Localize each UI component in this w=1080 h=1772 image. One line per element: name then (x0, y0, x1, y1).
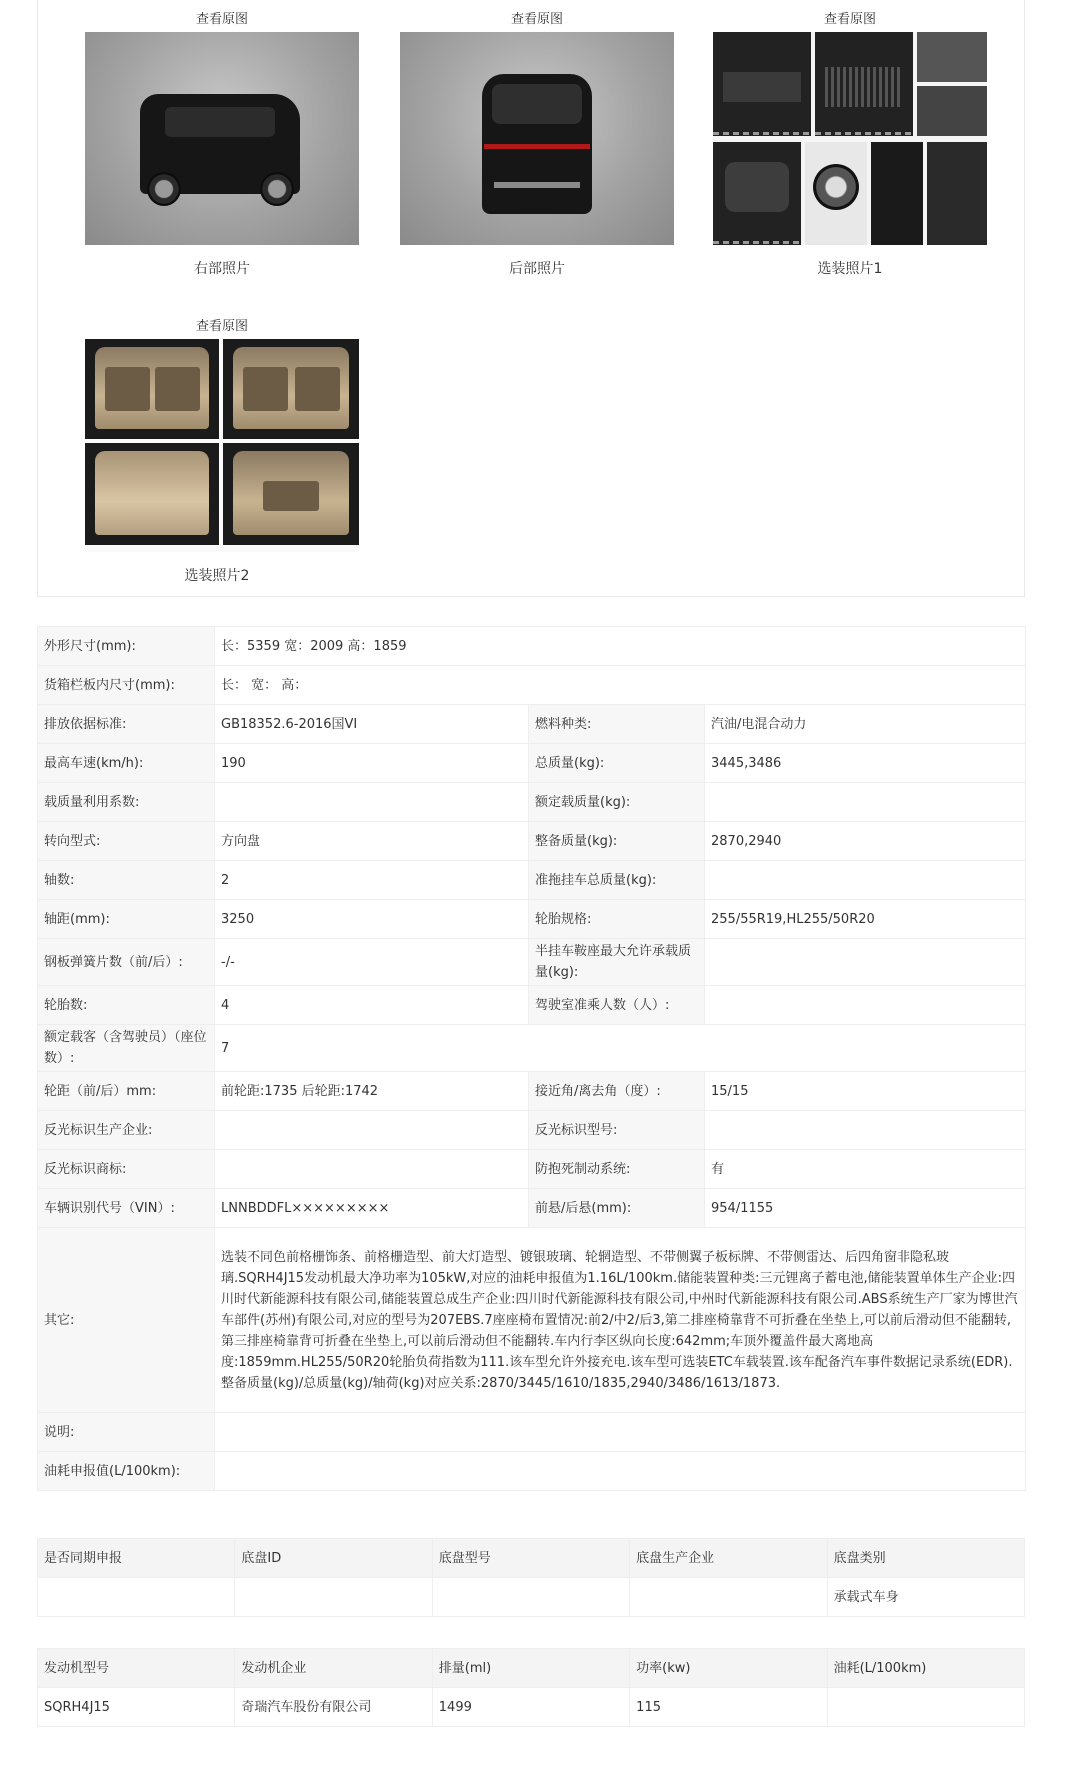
spec-label: 轮胎规格: (529, 900, 705, 939)
spec-label: 排放依据标准: (38, 705, 215, 744)
photo-caption: 选装照片1 (817, 261, 883, 277)
spec-row (38, 1228, 1026, 1413)
optional-photo-2[interactable] (85, 339, 359, 552)
engine-cell: 1499 (432, 1688, 629, 1727)
spec-value: 2 (215, 861, 529, 900)
spec-value: 255/55R19,HL255/50R20 (705, 900, 1026, 939)
spec-row (38, 1189, 1026, 1228)
spec-label: 总质量(kg): (529, 744, 705, 783)
spec-label: 额定载客（含驾驶员）（座位数）: (38, 1025, 215, 1072)
photo-caption: 后部照片 (509, 261, 565, 277)
view-original-link[interactable]: 查看原图 (195, 319, 248, 334)
engine-table (37, 1648, 1025, 1727)
chassis-header: 底盘生产企业 (630, 1539, 827, 1578)
chassis-header: 底盘型号 (432, 1539, 629, 1578)
spec-label: 油耗申报值(L/100km): (38, 1452, 215, 1491)
spec-label: 最高车速(km/h): (38, 744, 215, 783)
chassis-cell (38, 1578, 235, 1617)
spec-label: 驾驶室准乘人数（人）: (529, 986, 705, 1025)
spec-value: 954/1155 (705, 1189, 1026, 1228)
photo-caption: 右部照片 (194, 261, 250, 277)
chassis-header: 底盘ID (235, 1539, 432, 1578)
spec-value: 190 (215, 744, 529, 783)
spec-label: 外形尺寸(mm): (38, 627, 215, 666)
spec-value: LNNBDDFL××××××××× (215, 1189, 529, 1228)
spec-value: 4 (215, 986, 529, 1025)
engine-header: 油耗(L/100km) (827, 1649, 1024, 1688)
spec-label: 防抱死制动系统: (529, 1150, 705, 1189)
spec-value: 3445,3486 (705, 744, 1026, 783)
spec-row (38, 1150, 1026, 1189)
spec-row (38, 822, 1026, 861)
spec-label: 轴距(mm): (38, 900, 215, 939)
spec-label: 货箱栏板内尺寸(mm): (38, 666, 215, 705)
spec-label: 整备质量(kg): (529, 822, 705, 861)
spec-label: 燃料种类: (529, 705, 705, 744)
spec-label: 半挂车鞍座最大允许承载质量(kg): (529, 939, 705, 986)
spec-label: 反光标识型号: (529, 1111, 705, 1150)
view-original-link[interactable]: 查看原图 (510, 12, 563, 27)
spec-row (38, 666, 1026, 705)
spec-row (38, 744, 1026, 783)
chassis-cell (432, 1578, 629, 1617)
spec-value: GB18352.6-2016国VI (215, 705, 529, 744)
chassis-table (37, 1538, 1025, 1617)
spec-value (705, 1111, 1026, 1150)
spec-row (38, 861, 1026, 900)
spec-row (38, 1111, 1026, 1150)
spec-row (38, 627, 1026, 666)
chassis-header: 底盘类别 (827, 1539, 1024, 1578)
spec-value (215, 1452, 1026, 1491)
spec-row (38, 1072, 1026, 1111)
spec-label: 轴数: (38, 861, 215, 900)
spec-label: 车辆识别代号（VIN）: (38, 1189, 215, 1228)
spec-row (38, 1452, 1026, 1491)
spec-label: 说明: (38, 1413, 215, 1452)
spec-value: 2870,2940 (705, 822, 1026, 861)
engine-header: 发动机型号 (38, 1649, 235, 1688)
spec-label: 轮胎数: (38, 986, 215, 1025)
spec-value (705, 939, 1026, 986)
chassis-header: 是否同期申报 (38, 1539, 235, 1578)
spec-value: 汽油/电混合动力 (705, 705, 1026, 744)
spec-row (38, 900, 1026, 939)
spec-label: 额定载质量(kg): (529, 783, 705, 822)
spec-label: 反光标识商标: (38, 1150, 215, 1189)
spec-row (38, 783, 1026, 822)
rear-photo[interactable] (400, 32, 674, 245)
spec-value (705, 861, 1026, 900)
photo-caption: 选装照片2 (184, 568, 250, 584)
spec-row (38, 1025, 1026, 1072)
spec-table (37, 626, 1026, 1491)
spec-value (705, 783, 1026, 822)
engine-cell: SQRH4J15 (38, 1688, 235, 1727)
spec-value (215, 783, 529, 822)
spec-value (215, 1111, 529, 1150)
spec-label: 钢板弹簧片数（前/后）: (38, 939, 215, 986)
spec-value: 有 (705, 1150, 1026, 1189)
spec-value: 选装不同色前格栅饰条、前格栅造型、前大灯造型、镀银玻璃、轮辋造型、不带侧翼子板标牌、不带侧雷达、后四角窗非隐私玻璃.SQRH4J15发动机最大净功率为105kW,对应的油耗申报值为1.16L/100km.储能装置种类:三元锂离子蓄电池,储能装置单体生产企业:四川时代新能源科技有限公司,储能装置总成生产企业:四川时代新能源科技有限公司,中州时代新能源科技有限公司.ABS系统生产厂家为博世汽车部件(苏州)有限公司,对应的型号为207EBS.7座座椅布置情况:前2/中2/后3,第二排座椅靠背不可折叠在坐垫上,可以前后滑动但不能翻转,第三排座椅靠背可折叠在坐垫上,可以前后滑动但不能翻转.车内行李区纵向长度:642mm;车顶外覆盖件最大离地高度:1859mm.HL255/50R20轮胎负荷指数为111.该车型允许外接充电.该车型可选装ETC车载装置.该车配备汽车事件数据记录系统(EDR).整备质量(kg)/总质量(kg)/轴荷(kg)对应关系:2870/3445/1610/1835,2940/3486/1613/1873. (215, 1228, 1026, 1413)
spec-value: 3250 (215, 900, 529, 939)
chassis-cell (630, 1578, 827, 1617)
spec-value: 长： 宽： 高： (215, 666, 1026, 705)
engine-header: 发动机企业 (235, 1649, 432, 1688)
engine-cell: 115 (630, 1688, 827, 1727)
spec-value: 15/15 (705, 1072, 1026, 1111)
spec-value: 方向盘 (215, 822, 529, 861)
spec-value (215, 1413, 1026, 1452)
view-original-link[interactable]: 查看原图 (823, 12, 876, 27)
spec-value: 长：5359 宽：2009 高：1859 (215, 627, 1026, 666)
chassis-cell: 承载式车身 (827, 1578, 1024, 1617)
spec-label: 转向型式: (38, 822, 215, 861)
spec-row (38, 939, 1026, 986)
spec-row (38, 986, 1026, 1025)
spec-value (215, 1150, 529, 1189)
engine-cell (827, 1688, 1024, 1727)
photo-gallery (37, 0, 1025, 597)
spec-value: -/- (215, 939, 529, 986)
spec-value (705, 986, 1026, 1025)
spec-value: 前轮距:1735 后轮距:1742 (215, 1072, 529, 1111)
spec-row (38, 1413, 1026, 1452)
engine-header: 排量(ml) (432, 1649, 629, 1688)
engine-cell: 奇瑞汽车股份有限公司 (235, 1688, 432, 1727)
chassis-cell (235, 1578, 432, 1617)
spec-label: 接近角/离去角（度）: (529, 1072, 705, 1111)
spec-row (38, 705, 1026, 744)
spec-value: 7 (215, 1025, 1026, 1072)
spec-label: 其它: (38, 1228, 215, 1413)
right-side-photo[interactable] (85, 32, 359, 245)
optional-photo-1[interactable] (713, 32, 987, 245)
spec-label: 前悬/后悬(mm): (529, 1189, 705, 1228)
spec-label: 载质量利用系数: (38, 783, 215, 822)
view-original-link[interactable]: 查看原图 (195, 12, 248, 27)
spec-label: 准拖挂车总质量(kg): (529, 861, 705, 900)
spec-label: 轮距（前/后）mm: (38, 1072, 215, 1111)
spec-label: 反光标识生产企业: (38, 1111, 215, 1150)
engine-header: 功率(kw) (630, 1649, 827, 1688)
